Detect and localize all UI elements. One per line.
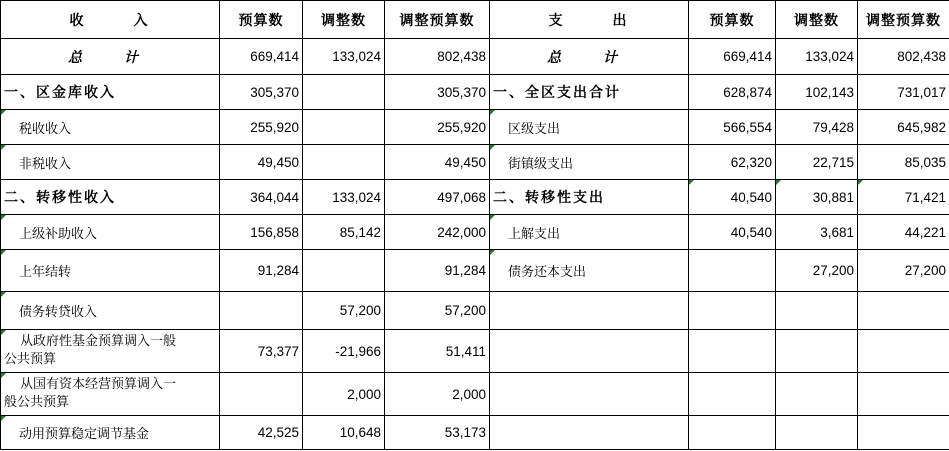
income-item-text-line1: 从国有资本经营预算调入一 xyxy=(20,377,177,392)
income-item-text-line2: 般公共预算 xyxy=(4,395,70,410)
expense-adjust-text: 30,881 xyxy=(812,189,854,205)
expense-budget-cell xyxy=(689,373,776,416)
table-row xyxy=(1,373,949,416)
cell-marker xyxy=(1,110,6,115)
income-item-text: 动用预算稳定调节基金 xyxy=(19,427,150,442)
income-budget-cell: 91,284 xyxy=(220,250,303,292)
income-budget-cell: 305,370 xyxy=(220,75,303,110)
income-adjust-cell: 85,142 xyxy=(303,215,385,250)
expense-adjusted-cell xyxy=(858,373,949,416)
header-budget: 预算数 xyxy=(220,1,303,39)
expense-item-label xyxy=(490,215,689,250)
table-row xyxy=(1,75,949,110)
expense-item-label xyxy=(490,373,689,416)
header-adjust-2: 调整数 xyxy=(776,1,858,39)
income-budget-cell xyxy=(220,373,303,416)
income-adjusted-cell: 802,438 xyxy=(385,39,490,75)
table-row xyxy=(1,250,949,292)
income-adjusted-cell: 242,000 xyxy=(385,215,490,250)
income-item-text: 税收收入 xyxy=(19,121,72,137)
expense-adjust-cell: 79,428 xyxy=(776,110,858,145)
cell-marker xyxy=(1,250,6,255)
income-adjusted-cell: 2,000 xyxy=(385,373,490,416)
income-item-label xyxy=(1,145,220,180)
expense-item-label xyxy=(490,250,689,292)
income-item-label xyxy=(1,110,220,145)
expense-adjusted-cell xyxy=(858,180,949,215)
expense-adjust-cell xyxy=(776,416,858,450)
cell-marker xyxy=(490,250,495,255)
income-adjusted-cell: 51,411 xyxy=(385,330,490,373)
income-adjusted-cell: 91,284 xyxy=(385,250,490,292)
income-adjusted-cell: 53,173 xyxy=(385,416,490,450)
expense-budget-cell: 40,540 xyxy=(689,215,776,250)
expense-budget-cell: 62,320 xyxy=(689,145,776,180)
expense-adjusted-cell xyxy=(858,292,949,330)
income-adjust-cell xyxy=(303,110,385,145)
table-row xyxy=(1,180,949,215)
expense-item-label xyxy=(490,330,689,373)
table-row xyxy=(1,39,949,75)
income-total-label: 总 计 xyxy=(1,39,220,75)
expense-adjust-cell xyxy=(776,292,858,330)
income-item-text-line2: 公共预算 xyxy=(4,352,57,367)
header-adjusted-budget-2: 调整预算数 xyxy=(858,1,949,39)
income-item-label xyxy=(1,250,220,292)
expense-adjusted-cell: 645,982 xyxy=(858,110,949,145)
income-section-label: 一、区金库收入 xyxy=(1,75,220,110)
income-item-label xyxy=(1,416,220,450)
income-item-text: 上年结转 xyxy=(19,265,72,280)
cell-marker xyxy=(1,330,6,335)
income-adjusted-cell: 255,920 xyxy=(385,110,490,145)
income-item-text: 非税收入 xyxy=(19,156,72,172)
income-item-text-line1: 从政府性基金预算调入一般 xyxy=(20,334,177,349)
expense-item-text: 街镇级支出 xyxy=(508,156,574,172)
table-row xyxy=(1,145,949,180)
table-row xyxy=(1,110,949,145)
expense-adjust-cell xyxy=(776,330,858,373)
expense-adjusted-cell xyxy=(858,416,949,450)
cell-marker xyxy=(689,180,694,185)
expense-section-label: 二、转移性支出 xyxy=(490,180,689,215)
cell-marker xyxy=(490,145,495,150)
expense-adjust-cell: 22,715 xyxy=(776,145,858,180)
income-adjusted-cell: 497,068 xyxy=(385,180,490,215)
expense-adjust-cell xyxy=(776,373,858,416)
header-adjust: 调整数 xyxy=(303,1,385,39)
income-item-text: 上级补助收入 xyxy=(19,226,98,242)
income-item-text: 债务转贷收入 xyxy=(19,305,98,320)
income-budget-cell: 73,377 xyxy=(220,330,303,373)
expense-adjust-cell: 133,024 xyxy=(776,39,858,75)
income-adjust-cell: -21,966 xyxy=(303,330,385,373)
table-row xyxy=(1,330,949,373)
income-adjusted-cell: 57,200 xyxy=(385,292,490,330)
header-adjusted-budget: 调整预算数 xyxy=(385,1,490,39)
income-adjust-cell xyxy=(303,250,385,292)
expense-adjusted-cell: 85,035 xyxy=(858,145,949,180)
expense-budget-text: 40,540 xyxy=(730,189,772,205)
expense-adjust-cell: 3,681 xyxy=(776,215,858,250)
expense-item-label xyxy=(490,416,689,450)
table-row xyxy=(1,215,949,250)
income-adjust-cell: 10,648 xyxy=(303,416,385,450)
income-budget-cell: 42,525 xyxy=(220,416,303,450)
expense-adjusted-cell: 27,200 xyxy=(858,250,949,292)
expense-budget-cell: 669,414 xyxy=(689,39,776,75)
cell-marker xyxy=(858,180,863,185)
income-item-label xyxy=(1,215,220,250)
income-budget-cell: 364,044 xyxy=(220,180,303,215)
income-budget-cell: 49,450 xyxy=(220,145,303,180)
table-row xyxy=(1,416,949,450)
cell-marker xyxy=(1,215,6,220)
expense-budget-cell xyxy=(689,416,776,450)
cell-marker xyxy=(490,110,495,115)
expense-item-label xyxy=(490,292,689,330)
income-section-label: 二、转移性收入 xyxy=(1,180,220,215)
expense-adjusted-cell: 731,017 xyxy=(858,75,949,110)
income-adjust-cell xyxy=(303,75,385,110)
expense-item-label xyxy=(490,110,689,145)
expense-section-label: 一、全区支出合计 xyxy=(490,75,689,110)
expense-adjusted-cell xyxy=(858,330,949,373)
cell-marker xyxy=(1,416,6,421)
cell-marker xyxy=(1,373,6,378)
income-item-label xyxy=(1,330,220,373)
income-budget-cell: 669,414 xyxy=(220,39,303,75)
income-adjust-cell: 2,000 xyxy=(303,373,385,416)
expense-adjusted-cell: 802,438 xyxy=(858,39,949,75)
expense-item-text: 区级支出 xyxy=(508,121,561,137)
cell-marker xyxy=(1,145,6,150)
header-expense: 支 出 xyxy=(490,1,689,39)
cell-marker xyxy=(490,215,495,220)
expense-item-text: 债务还本支出 xyxy=(508,265,587,280)
expense-adjusted-text: 71,421 xyxy=(904,189,946,205)
income-budget-cell: 255,920 xyxy=(220,110,303,145)
expense-budget-cell: 628,874 xyxy=(689,75,776,110)
expense-item-text: 上解支出 xyxy=(508,226,561,242)
expense-adjust-cell xyxy=(776,180,858,215)
income-budget-cell xyxy=(220,292,303,330)
cell-marker xyxy=(776,180,781,185)
income-adjust-cell: 133,024 xyxy=(303,180,385,215)
income-budget-cell: 156,858 xyxy=(220,215,303,250)
income-item-label xyxy=(1,292,220,330)
income-item-label xyxy=(1,373,220,416)
header-row xyxy=(1,1,949,39)
income-adjusted-cell: 305,370 xyxy=(385,75,490,110)
income-adjust-cell: 57,200 xyxy=(303,292,385,330)
expense-budget-cell xyxy=(689,180,776,215)
cell-marker xyxy=(1,292,6,297)
income-adjust-cell xyxy=(303,145,385,180)
income-adjusted-cell: 49,450 xyxy=(385,145,490,180)
expense-adjust-cell: 102,143 xyxy=(776,75,858,110)
expense-budget-cell xyxy=(689,292,776,330)
income-adjust-cell: 133,024 xyxy=(303,39,385,75)
expense-adjusted-cell: 44,221 xyxy=(858,215,949,250)
expense-item-label xyxy=(490,145,689,180)
expense-total-label: 总 计 xyxy=(490,39,689,75)
expense-adjust-cell: 27,200 xyxy=(776,250,858,292)
expense-budget-cell: 566,554 xyxy=(689,110,776,145)
header-income: 收 入 xyxy=(1,1,220,39)
expense-budget-cell xyxy=(689,250,776,292)
header-budget-2: 预算数 xyxy=(689,1,776,39)
table-row xyxy=(1,292,949,330)
expense-budget-cell xyxy=(689,330,776,373)
